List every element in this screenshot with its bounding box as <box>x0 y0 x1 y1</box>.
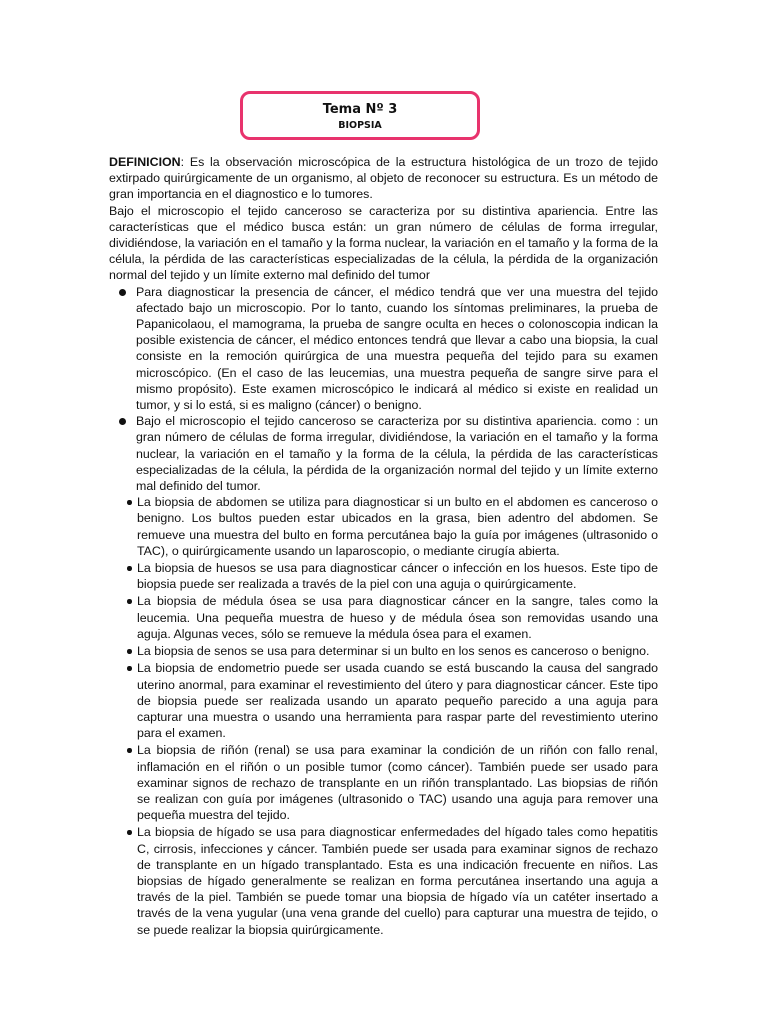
main-bullet-item <box>136 284 658 414</box>
small-bullet-icon <box>127 500 132 505</box>
biopsy-type-item <box>137 742 658 823</box>
biopsy-type-item <box>137 643 658 659</box>
biopsy-type-text: La biopsia de endometrio puede ser usada cuando se está buscando la causa del sangrado uterino anormal, para examinar el revestimiento del útero y para diagnosticar cáncer. Este tipo de biopsia puede ser realizada usando un aparato pequeño parecido a una aguja para capturar una muestra o usando una herramienta para raspar parte del revestimiento uterino para el examen. <box>137 661 658 741</box>
intro-paragraph: Bajo el microscopio el tejido canceroso se caracteriza por su distintiva apariencia. Entre las características que el médico busca están: un gran número de células de forma irregular, dividiéndose, la variación en el tamaño y la forma nuclear, la variación en el tamaño y la forma de la célula, la pérdida de las características especializadas de la célula, la pérdida de la organización normal del tejido y un límite externo mal definido del tumor <box>109 203 658 283</box>
biopsy-type-item <box>137 593 658 642</box>
main-bullet-item <box>136 413 658 494</box>
biopsy-type-item <box>137 824 658 937</box>
biopsy-type-text: La biopsia de senos se usa para determinar si un bulto en los senos es canceroso o benigno. <box>137 644 650 659</box>
document-body <box>109 154 658 939</box>
definition-paragraph <box>109 154 658 203</box>
main-bullet-list <box>109 284 658 495</box>
bullet-icon <box>119 289 126 296</box>
definition-label: DEFINICION <box>109 155 181 169</box>
small-bullet-icon <box>127 566 132 571</box>
topic-subtitle: BIOPSIA <box>338 120 382 131</box>
biopsy-type-text: La biopsia de médula ósea se usa para diagnosticar cáncer en la sangre, tales como la leucemia. Una pequeña muestra de hueso y de médula ósea son removidas usando una aguja. Algunas veces, sólo se remueve la médula ósea para el examen. <box>137 594 658 641</box>
main-bullet-text: Bajo el microscopio el tejido canceroso se caracteriza por su distintiva apariencia. como : un gran número de células de forma irregular, dividiéndose, la variación en el tamaño y la forma nuclear, la variación en el tamaño y la forma de la célula, la pérdida de las características especializadas de la célula, la pérdida de la organización normal del tejido y un límite externo mal definido del tumor. <box>136 414 658 494</box>
topic-title: Tema Nº 3 <box>322 102 398 117</box>
biopsy-type-item <box>137 560 658 592</box>
main-bullet-text: Para diagnosticar la presencia de cáncer, el médico tendrá que ver una muestra del tejido afectado bajo un microscopio. Por lo tanto, cuando los síntomas preliminares, la prueba de Papanicolaou, el mamograma, la prueba de sangre oculta en heces o colonoscopia indican la posible existencia de cáncer, el médico entonces tendrá que llevar a cabo una biopsia, la cual consiste en la remoción quirúrgica de una muestra pequeña del tejido para su examen microscópico. (En el caso de las leucemias, una muestra pequeña de sangre sirve para el mismo propósito). Este examen microscópico le indicará al médico si existe en realidad un tumor, y si lo está, si es maligno (cáncer) o benigno. <box>136 284 658 413</box>
small-bullet-icon <box>127 830 132 835</box>
biopsy-type-text: La biopsia de hígado se usa para diagnosticar enfermedades del hígado tales como hepatitis C, cirrosis, infecciones y cáncer. También puede ser usada para examinar signos de rechazo de transplante en un hígado transplantado. Esta es una indicación frecuente en niños. Las biopsias de hígado generalmente se realizan en forma percutánea insertando una aguja a través de la piel. También se puede tomar una biopsia de hígado vía un catéter insertado a través de la vena yugular (una vena grande del cuello) para capturar una muestra de tejido, o se puede realizar la biopsia quirúrgicamente. <box>137 825 658 937</box>
biopsy-type-text: La biopsia de riñón (renal) se usa para examinar la condición de un riñón con fallo renal, inflamación en el riñón o un posible tumor (como cáncer). También puede ser usado para examinar signos de rechazo de transplante en un riñón transplantado. Las biopsias de riñón se realizan con guía por imágenes (ultrasonido o TAC) usando una aguja para remover una pequeña muestra del tejido. <box>137 743 658 823</box>
definition-text: : Es la observación microscópica de la estructura histológica de un trozo de tejido extirpado quirúrgicamente de un organismo, al objeto de reconocer su estructura. Es un método de gran importancia en el diagnostico e lo tumores. <box>109 155 658 202</box>
small-bullet-icon <box>127 666 132 671</box>
small-bullet-icon <box>127 599 132 604</box>
small-bullet-icon <box>127 649 132 654</box>
title-box <box>240 91 480 140</box>
biopsy-types-list <box>109 494 658 937</box>
biopsy-type-text: La biopsia de abdomen se utiliza para diagnosticar si un bulto en el abdomen es canceroso o benigno. Los bultos pueden estar ubicados en la grasa, bien adentro del abdomen. Se remueve una muestra del bulto en forma percutánea bajo la guía por imágenes (ultrasonido o TAC), o quirúrgicamente usando un laparoscopio, o mediante cirugía abierta. <box>137 495 658 558</box>
biopsy-type-item <box>137 660 658 741</box>
small-bullet-icon <box>127 748 132 753</box>
biopsy-type-item <box>137 494 658 559</box>
biopsy-type-text: La biopsia de huesos se usa para diagnosticar cáncer o infección en los huesos. Este tipo de biopsia puede ser realizada a través de la piel con una aguja o quirúrgicamente. <box>137 561 658 592</box>
bullet-icon <box>119 418 126 425</box>
